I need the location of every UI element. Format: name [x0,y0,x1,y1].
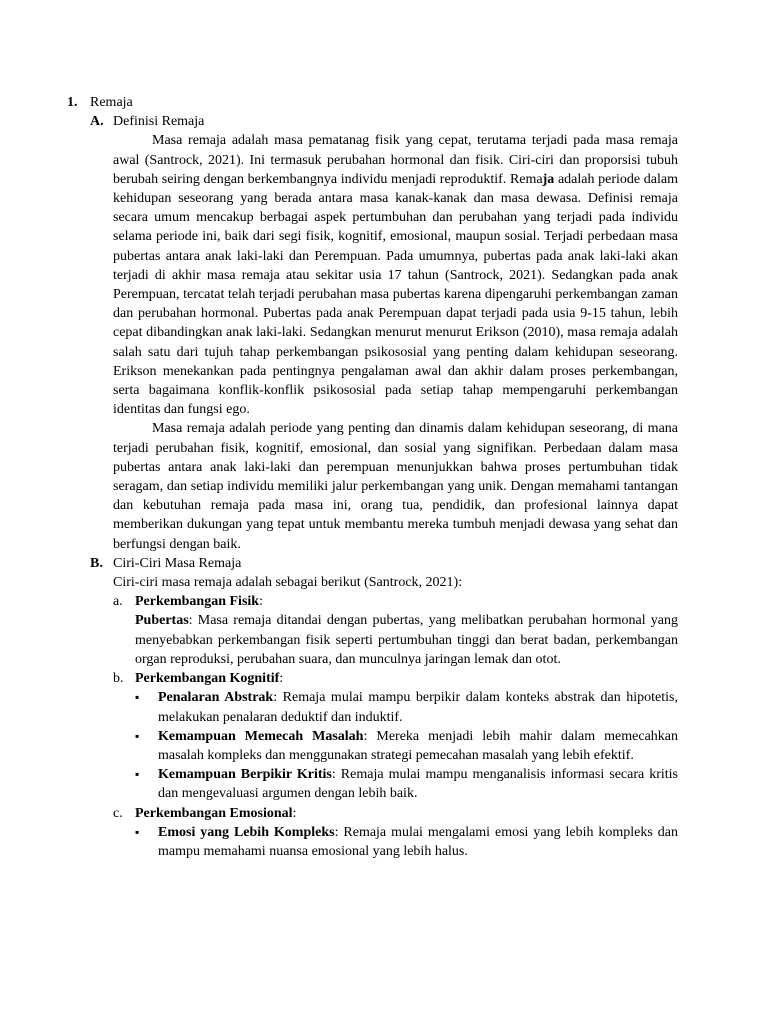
subsection-marker: A. [90,114,104,130]
paragraph-definition-2: Masa remaja adalah periode yang penting dan dinamis dalam kehidupan seseorang, di mana terjadi perubahan fisik, kognitif, emosional, dan sosial yang signifikan. Perbedaan dalam masa pubertas antara anak laki-laki dan perempuan menunjukkan bahwa proses pertumbuhan tidak seragam, dan setiap individu memiliki jalur perkembangan yang unik. Dengan memahami tantangan dan kebutuhan remaja pada masa ini, orang tua, pendidik, dan profesional lainnya dapat memberikan dukungan yang tepat untuk membantu mereka tumbuh menjadi dewasa yang sehat dan berfungsi dengan baik. [113,421,678,552]
term-text: : Remaja mulai mampu berpikir dalam konteks abstrak dan hipotetis, melakukan penalaran deduktif dan induktif. [158,690,678,725]
subsection-title: Definisi Remaja [113,114,205,130]
term-text: : Remaja mulai mengalami emosi yang lebih kompleks dan mampu memahami nuansa emosional yang lebih halus. [158,824,678,859]
subsection-heading-b [67,554,678,573]
term: Kemampuan Memecah Masalah [158,728,364,744]
paragraph-text: adalah periode dalam kehidupan seseorang yang berada antara masa kanak-kanak dan masa dewasa. Definisi remaja secara umum mencakup berbagai aspek pertumbuhan dan perubahan yang terjadi pada individu selama periode ini, baik dari segi fisik, kognitif, emosional, maupun sosial. Terjadi perbedaan masa pubertas antara anak laki-laki dan Perempuan. Pada umumnya, pubertas pada anak laki-laki akan terjadi di akhir masa remaja atau sekitar usia 17 tahun (Santrock, 2021). Sedangkan pada anak Perempuan, tercatat telah terjadi perubahan masa pubertas karena dipengaruhi perkembangan zaman dan perubahan hormonal. Pubertas pada anak Perempuan dapat terjadi pada usia 9-15 tahun, lebih cepat dibandingkan anak laki-laki. Sedangkan menurut menurut Erikson (2010), masa remaja adalah salah satu dari tujuh tahap perkembangan psikososial yang penting dalam kehidupan seseorang. Erikson menekankan pada pentingnya pengalaman awal dan akhir dalam proses perkembangan, serta bagaimana konflik-konflik psikososial pada setiap tahap mempengaruhi perkembangan identitas dan fungsi ego. [113,171,679,418]
square-bullet-icon: ▪ [135,728,140,743]
bold-fragment: ja [542,171,555,187]
term: Pubertas [135,613,189,629]
colon: : [279,671,284,687]
list-marker: a. [113,594,123,610]
square-bullet-icon: ▪ [135,767,140,782]
subsection-title: Ciri-Ciri Masa Remaja [113,555,242,571]
characteristics-intro: Ciri-ciri masa remaja adalah sebagai berikut (Santrock, 2021): [113,575,463,591]
section-title: Remaja [90,95,133,110]
subsection-heading-a [67,112,678,131]
bullet-item [67,727,678,765]
colon: : [292,805,297,821]
list-marker: c. [113,805,123,821]
square-bullet-icon: ▪ [135,824,140,839]
square-bullet-icon: ▪ [135,690,140,705]
document-body [67,93,678,861]
bullet-item [67,823,678,861]
list-item-title: Perkembangan Emosional [135,805,293,821]
term: Emosi yang Lebih Kompleks [158,824,335,840]
list-item-cognitive [67,669,678,688]
list-marker: b. [113,671,124,687]
term-text: : Remaja mulai mampu menganalisis informasi secara kritis dan mengevaluasi argumen dengan lebih baik. [158,767,678,802]
subsection-marker: B. [90,555,103,571]
section-heading [67,93,678,112]
physical-description [135,611,678,669]
term: Kemampuan Berpikir Kritis [158,767,332,783]
term-text: : Masa remaja ditandai dengan pubertas, yang melibatkan perubahan hormonal yang menyebabkan perkembangan fisik seperti pertumbuhan tinggi dan berat badan, perkembangan organ reproduksi, perubahan suara, dan munculnya jaringan lemak dan otot. [135,613,678,667]
bullet-item [67,765,678,803]
paragraph-text: Masa remaja adalah masa pematanag fisik yang cepat, terutama terjadi pada masa remaja awal (Santrock, 2021). Ini termasuk perubahan hormonal dan fisik. Ciri-ciri dan proporsisi tubuh berubah seiring dengan berkembangnya individu menjadi reproduktif. Rema [113,133,678,187]
term-text: : Mereka menjadi lebih mahir dalam memecahkan masalah kompleks dan menggunakan strategi pemecahan masalah yang lebih efektif. [158,728,678,763]
list-item-physical [67,592,678,611]
list-item-title: Perkembangan Kognitif [135,671,280,687]
list-item-emotional [67,804,678,823]
bullet-item [67,688,678,726]
list-item-title: Perkembangan Fisik [135,594,260,610]
section-number: 1. [67,95,78,110]
term: Penalaran Abstrak [158,690,274,706]
paragraph-definition-1 [113,131,678,419]
colon: : [259,594,263,610]
